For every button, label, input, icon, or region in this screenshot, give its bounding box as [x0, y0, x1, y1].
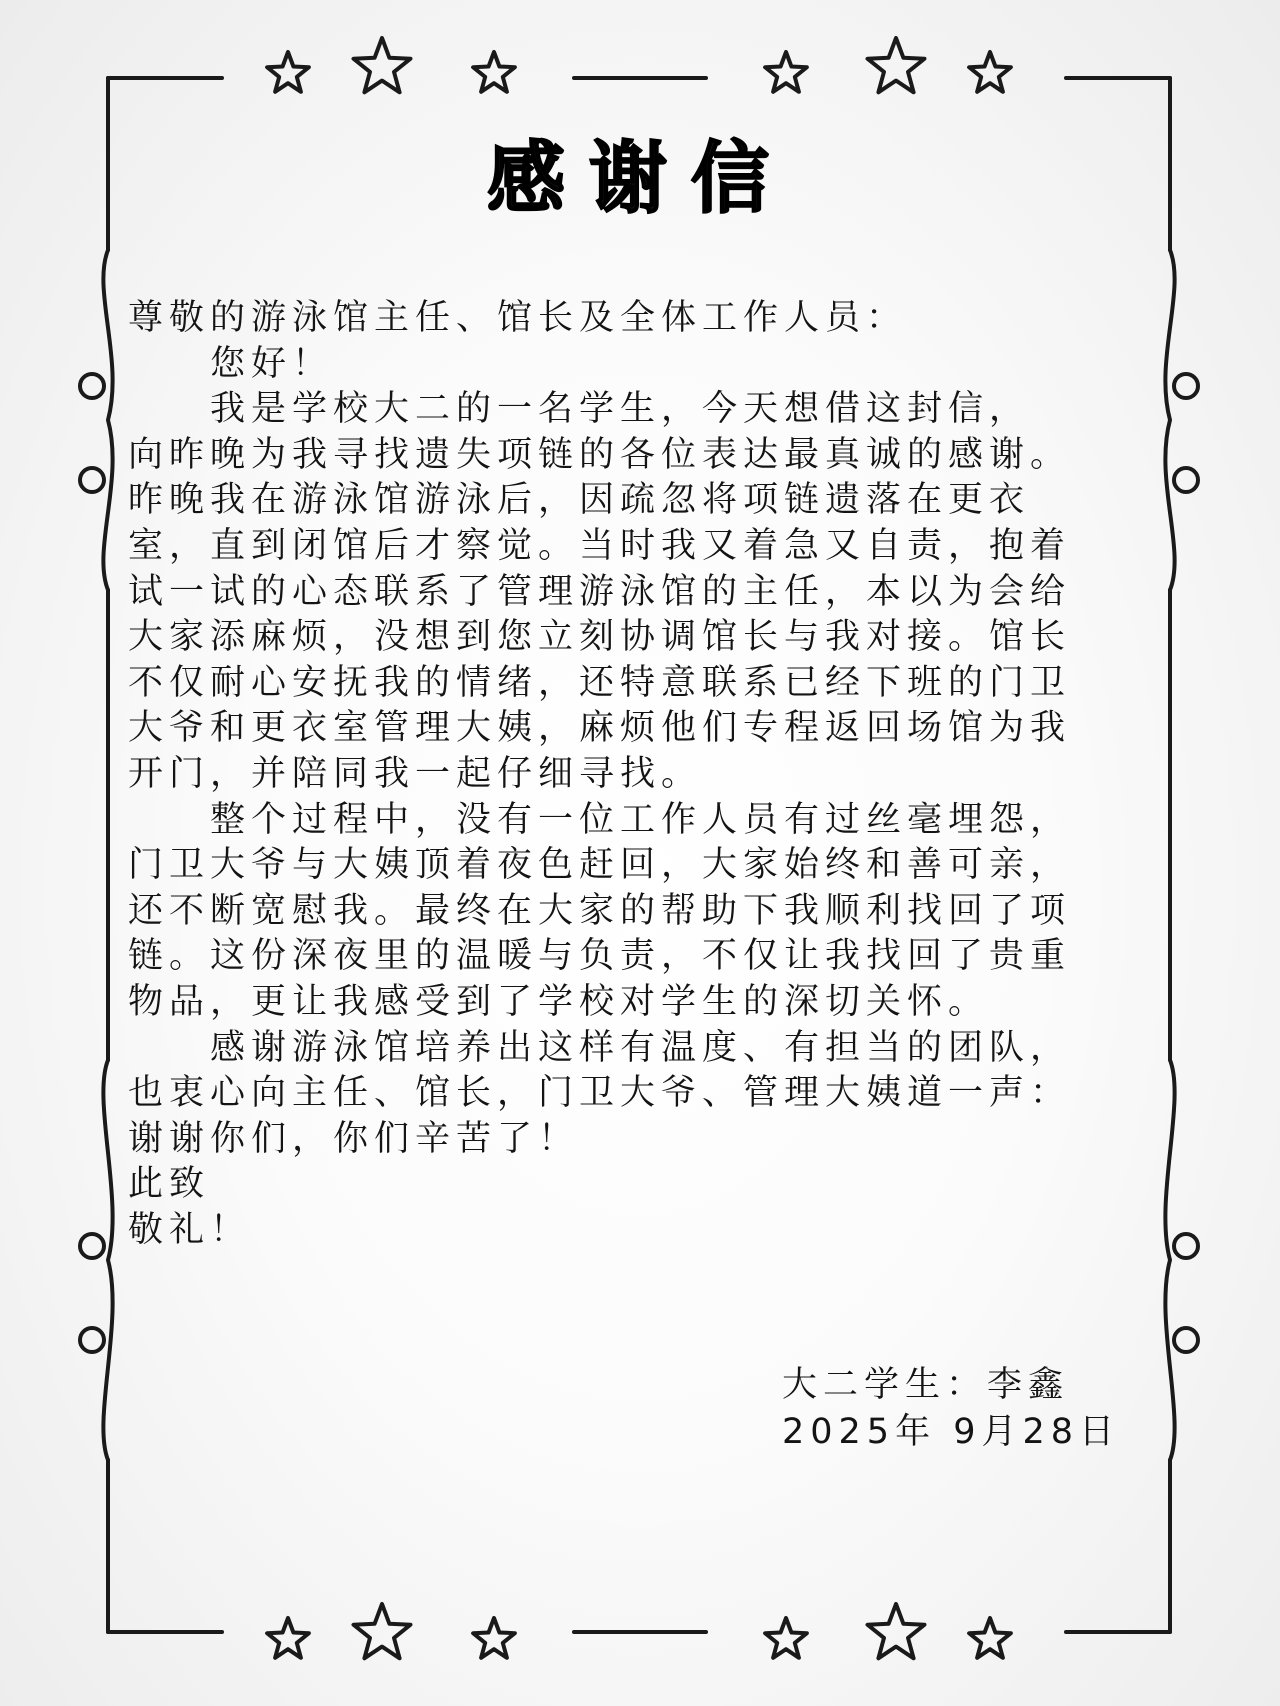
star-icon [473, 1618, 515, 1658]
body-line: 感谢游泳馆培养出这样有温度、有担当的团队， [128, 1027, 1072, 1068]
letter-body [128, 296, 1168, 1253]
signature-date: 2025年 9月28日 [782, 1412, 1121, 1452]
loop-ornament-icon [80, 374, 104, 398]
star-icon [868, 1604, 925, 1658]
closing-line: 此致 [128, 1164, 211, 1205]
body-line: 整个过程中，没有一位工作人员有过丝毫埋怨， [128, 799, 1072, 840]
body-line: 门卫大爷与大姨顶着夜色赶回，大家始终和善可亲， [128, 845, 1072, 886]
loop-ornament-icon [1174, 374, 1198, 398]
body-line: 链。这份深夜里的温暖与负责，不仅让我找回了贵重 [128, 936, 1072, 977]
star-icon [354, 1604, 411, 1658]
body-line: 试一试的心态联系了管理游泳馆的主任，本以为会给 [128, 571, 1072, 612]
body-line: 大家添麻烦，没想到您立刻协调馆长与我对接。馆长 [128, 617, 1072, 658]
body-line: 昨晚我在游泳馆游泳后，因疏忽将项链遗落在更衣 [128, 480, 1031, 521]
body-line: 开门，并陪同我一起仔细寻找。 [128, 753, 703, 794]
star-icon [969, 1618, 1011, 1658]
loop-ornament-icon [80, 1234, 104, 1258]
loop-ornament-icon [1174, 1234, 1198, 1258]
body-line: 向昨晚为我寻找遗失项链的各位表达最真诚的感谢。 [128, 434, 1072, 475]
signature-block [782, 1362, 1122, 1456]
signature-name: 大二学生：李鑫 [782, 1365, 1070, 1405]
star-icon [267, 1618, 309, 1658]
star-icon [765, 52, 807, 92]
body-line: 大爷和更衣室管理大姨，麻烦他们专程返回场馆为我 [128, 708, 1072, 749]
loop-ornament-icon [1174, 1328, 1198, 1352]
loop-ornament-icon [80, 468, 104, 492]
closing-line: 敬礼！ [128, 1209, 252, 1250]
greeting-line: 您好！ [128, 343, 334, 384]
loop-ornament-icon [1174, 468, 1198, 492]
body-line: 室，直到闭馆后才察觉。当时我又着急又自责，抱着 [128, 525, 1072, 566]
body-line: 也衷心向主任、馆长，门卫大爷、管理大姨道一声： [128, 1073, 1072, 1114]
star-icon [765, 1618, 807, 1658]
body-line: 物品，更让我感受到了学校对学生的深切关怀。 [128, 981, 990, 1022]
bracket-ornament [103, 1060, 112, 1460]
star-icon [473, 52, 515, 92]
body-line: 不仅耐心安抚我的情绪，还特意联系已经下班的门卫 [128, 662, 1072, 703]
salutation-line: 尊敬的游泳馆主任、馆长及全体工作人员： [128, 298, 908, 338]
star-icon [969, 52, 1011, 92]
bracket-ornament [103, 250, 112, 590]
star-icon [267, 52, 309, 92]
body-line: 谢谢你们，你们辛苦了！ [128, 1118, 580, 1159]
body-line: 我是学校大二的一名学生，今天想借这封信， [128, 389, 1031, 430]
star-icon [868, 38, 925, 92]
letter-title: 感谢信 [486, 134, 793, 224]
loop-ornament-icon [80, 1328, 104, 1352]
body-line: 还不断宽慰我。最终在大家的帮助下我顺利找回了项 [128, 890, 1072, 931]
star-icon [354, 38, 411, 92]
